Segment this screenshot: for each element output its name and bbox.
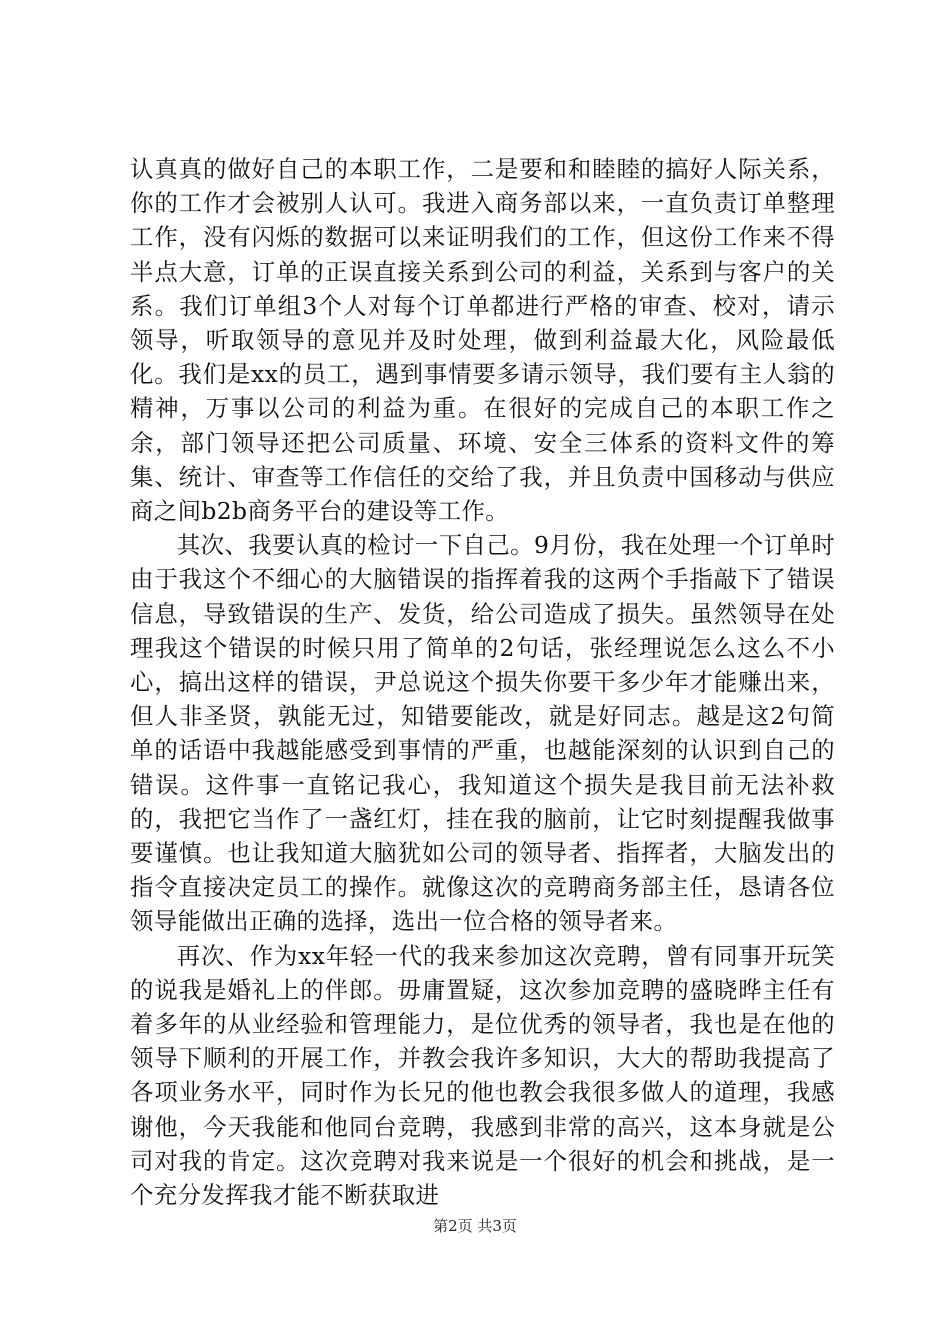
page-footer: 第2页 共3页 xyxy=(433,1217,517,1235)
paragraph-1: 认真真的做好自己的本职工作，二是要和和睦睦的搞好人际关系，你的工作才会被别人认可。我进入商务部以来，一直负责订单整理工作，没有闪烁的数据可以来证明我们的工作，但这份工作来不得半点大意，订单的正误直接关系到公司的利益，关系到与客户的关系。我们订单组3个人对每个订单都进行严格的审查、校对，请示领导，听取领导的意见并及时处理，做到利益最大化，风险最低化。我们是xx的员工，遇到事情要多请示领导，我们要有主人翁的精神，万事以公司的利益为重。在很好的完成自己的本职工作之余，部门领导还把公司质量、环境、安全三体系的资料文件的筹集、统计、审查等工作信任的交给了我，并且负责中国移动与供应商之间b2b商务平台的建设等工作。 xyxy=(130,155,835,526)
document-body xyxy=(130,152,835,1212)
paragraph-3: 再次、作为xx年轻一代的我来参加这次竞聘，曾有同事开玩笑的说我是婚礼上的伴郎。毋庸置疑，这次参加竞聘的盛晓晔主任有着多年的从业经验和管理能力，是位优秀的领导者，我也是在他的领导下顺利的开展工作，并教会我许多知识，大大的帮助我提高了各项业务水平，同时作为长兄的他也教会我很多做人的道理，我感谢他，今天我能和他同台竞聘，我感到非常的高兴，这本身就是公司对我的肯定。这次竞聘对我来说是一个很好的机会和挑战，是一个充分发挥我才能不断获取进 xyxy=(130,941,835,1210)
paragraph-2: 其次、我要认真的检讨一下自己。9月份，我在处理一个订单时由于我这个不细心的大脑错误的指挥着我的这两个手指敲下了错误信息，导致错误的生产、发货，给公司造成了损失。虽然领导在处理我这个错误的时候只用了简单的2句话，张经理说怎么这么不小心，搞出这样的错误，尹总说这个损失你要干多少年才能赚出来，但人非圣贤，孰能无过，知错要能改，就是好同志。越是这2句简单的话语中我越能感受到事情的严重，也越能深刻的认识到自己的错误。这件事一直铭记我心，我知道这个损失是我目前无法补救的，我把它当作了一盏红灯，挂在我的脑前，让它时刻提醒我做事要谨慎。也让我知道大脑犹如公司的领导者、指挥者，大脑发出的指令直接决定员工的操作。就像这次的竞聘商务部主任，恳请各位领导能做出正确的选择，选出一位合格的领导者来。 xyxy=(130,531,835,936)
